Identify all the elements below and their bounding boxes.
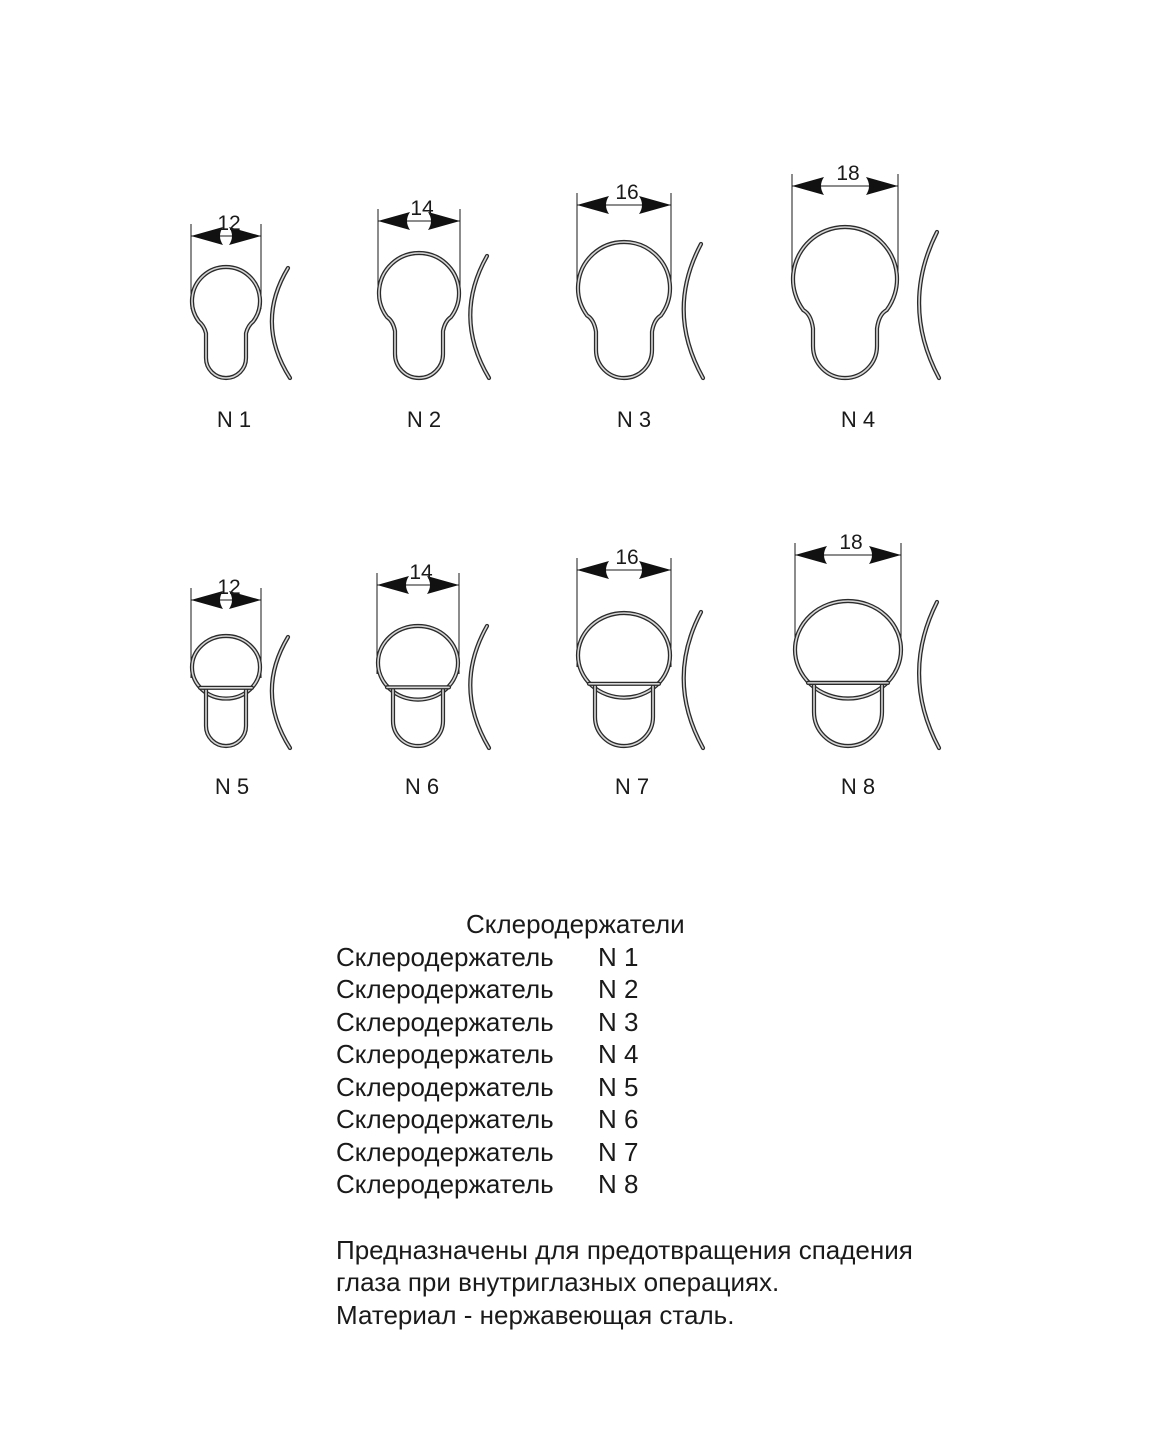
list-item [336, 1006, 1096, 1039]
item-name: Склеродержатель [336, 1169, 554, 1199]
description [336, 1234, 1096, 1332]
item-name: Склеродержатель [336, 1071, 554, 1102]
item-number: N 8 [598, 1169, 639, 1199]
instrument-figure [577, 546, 703, 799]
dimension-value: 14 [409, 561, 433, 584]
description-line: Материал - нержавеющая сталь. [336, 1299, 735, 1330]
instrument-figure [191, 576, 290, 799]
item-name: Склеродержатель [336, 1039, 554, 1069]
dimension-marker [577, 546, 671, 667]
dimension-value: 18 [839, 531, 863, 554]
list-item [336, 1071, 1096, 1104]
instrument-figure [792, 162, 939, 432]
instrument-figure [795, 531, 939, 799]
dimension-marker [577, 181, 671, 296]
holder-shape [379, 253, 459, 378]
figure-label: N 6 [404, 774, 440, 799]
side-profile [470, 256, 489, 378]
list-item [336, 1038, 1096, 1071]
instrument-figure [377, 561, 489, 799]
side-profile [684, 244, 703, 378]
holder-shape [578, 242, 670, 378]
figure-label: N 2 [406, 407, 442, 432]
item-number: N 7 [598, 1136, 639, 1167]
dimension-marker [191, 576, 261, 678]
list-item [336, 1103, 1096, 1136]
item-name: Склеродержатель [336, 1136, 554, 1167]
side-profile [684, 612, 703, 748]
dimension-marker [377, 561, 459, 674]
figure-label: N 1 [216, 407, 252, 432]
dimension-marker [191, 212, 261, 309]
instrument-figure [378, 197, 489, 432]
holder-shape [795, 601, 901, 746]
side-profile [272, 268, 290, 378]
dimension-value: 14 [410, 197, 434, 220]
figure-label: N 8 [840, 774, 876, 799]
holder-shape [793, 227, 897, 378]
text-block [336, 908, 1096, 1331]
dimension-marker [378, 197, 460, 301]
item-number: N 2 [598, 974, 639, 1004]
description-line: глаза при внутриглазных операциях. [336, 1267, 780, 1297]
list-item [336, 941, 1096, 974]
figure-label: N 7 [614, 774, 650, 799]
holder-shape [192, 267, 260, 378]
item-name: Склеродержатель [336, 1104, 554, 1134]
description-line: Предназначены для предотвращения спадения [336, 1234, 913, 1265]
catalog-title: Склеродержатели [466, 909, 685, 939]
dimension-value: 12 [217, 576, 241, 599]
list-item [336, 1136, 1096, 1169]
dimension-value: 16 [615, 181, 639, 204]
dimension-value: 12 [217, 212, 241, 235]
dimension-marker [795, 531, 901, 662]
dimension-marker [792, 162, 898, 287]
dimension-value: 18 [836, 162, 860, 185]
item-name: Склеродержатель [336, 941, 554, 972]
item-number: N 5 [598, 1071, 639, 1102]
item-number: N 3 [598, 1006, 639, 1037]
side-profile [919, 232, 939, 378]
side-profile [272, 637, 290, 748]
holder-shape [192, 636, 260, 746]
figure-label: N 3 [616, 407, 652, 432]
list-item [336, 1168, 1096, 1201]
figure-label: N 5 [214, 774, 250, 799]
item-number: N 1 [598, 941, 639, 972]
item-number: N 6 [598, 1104, 639, 1134]
item-name: Склеродержатель [336, 1006, 554, 1037]
dimension-value: 16 [615, 546, 639, 569]
instrument-figure [577, 181, 703, 432]
item-number: N 4 [598, 1039, 639, 1069]
list-item [336, 973, 1096, 1006]
instrument-figure [191, 212, 290, 432]
item-name: Склеродержатель [336, 974, 554, 1004]
holder-shape [578, 613, 670, 746]
holder-shape [378, 626, 458, 746]
figure-label: N 4 [840, 407, 876, 432]
side-profile [919, 602, 939, 748]
item-list [336, 941, 1096, 1201]
side-profile [470, 626, 489, 748]
